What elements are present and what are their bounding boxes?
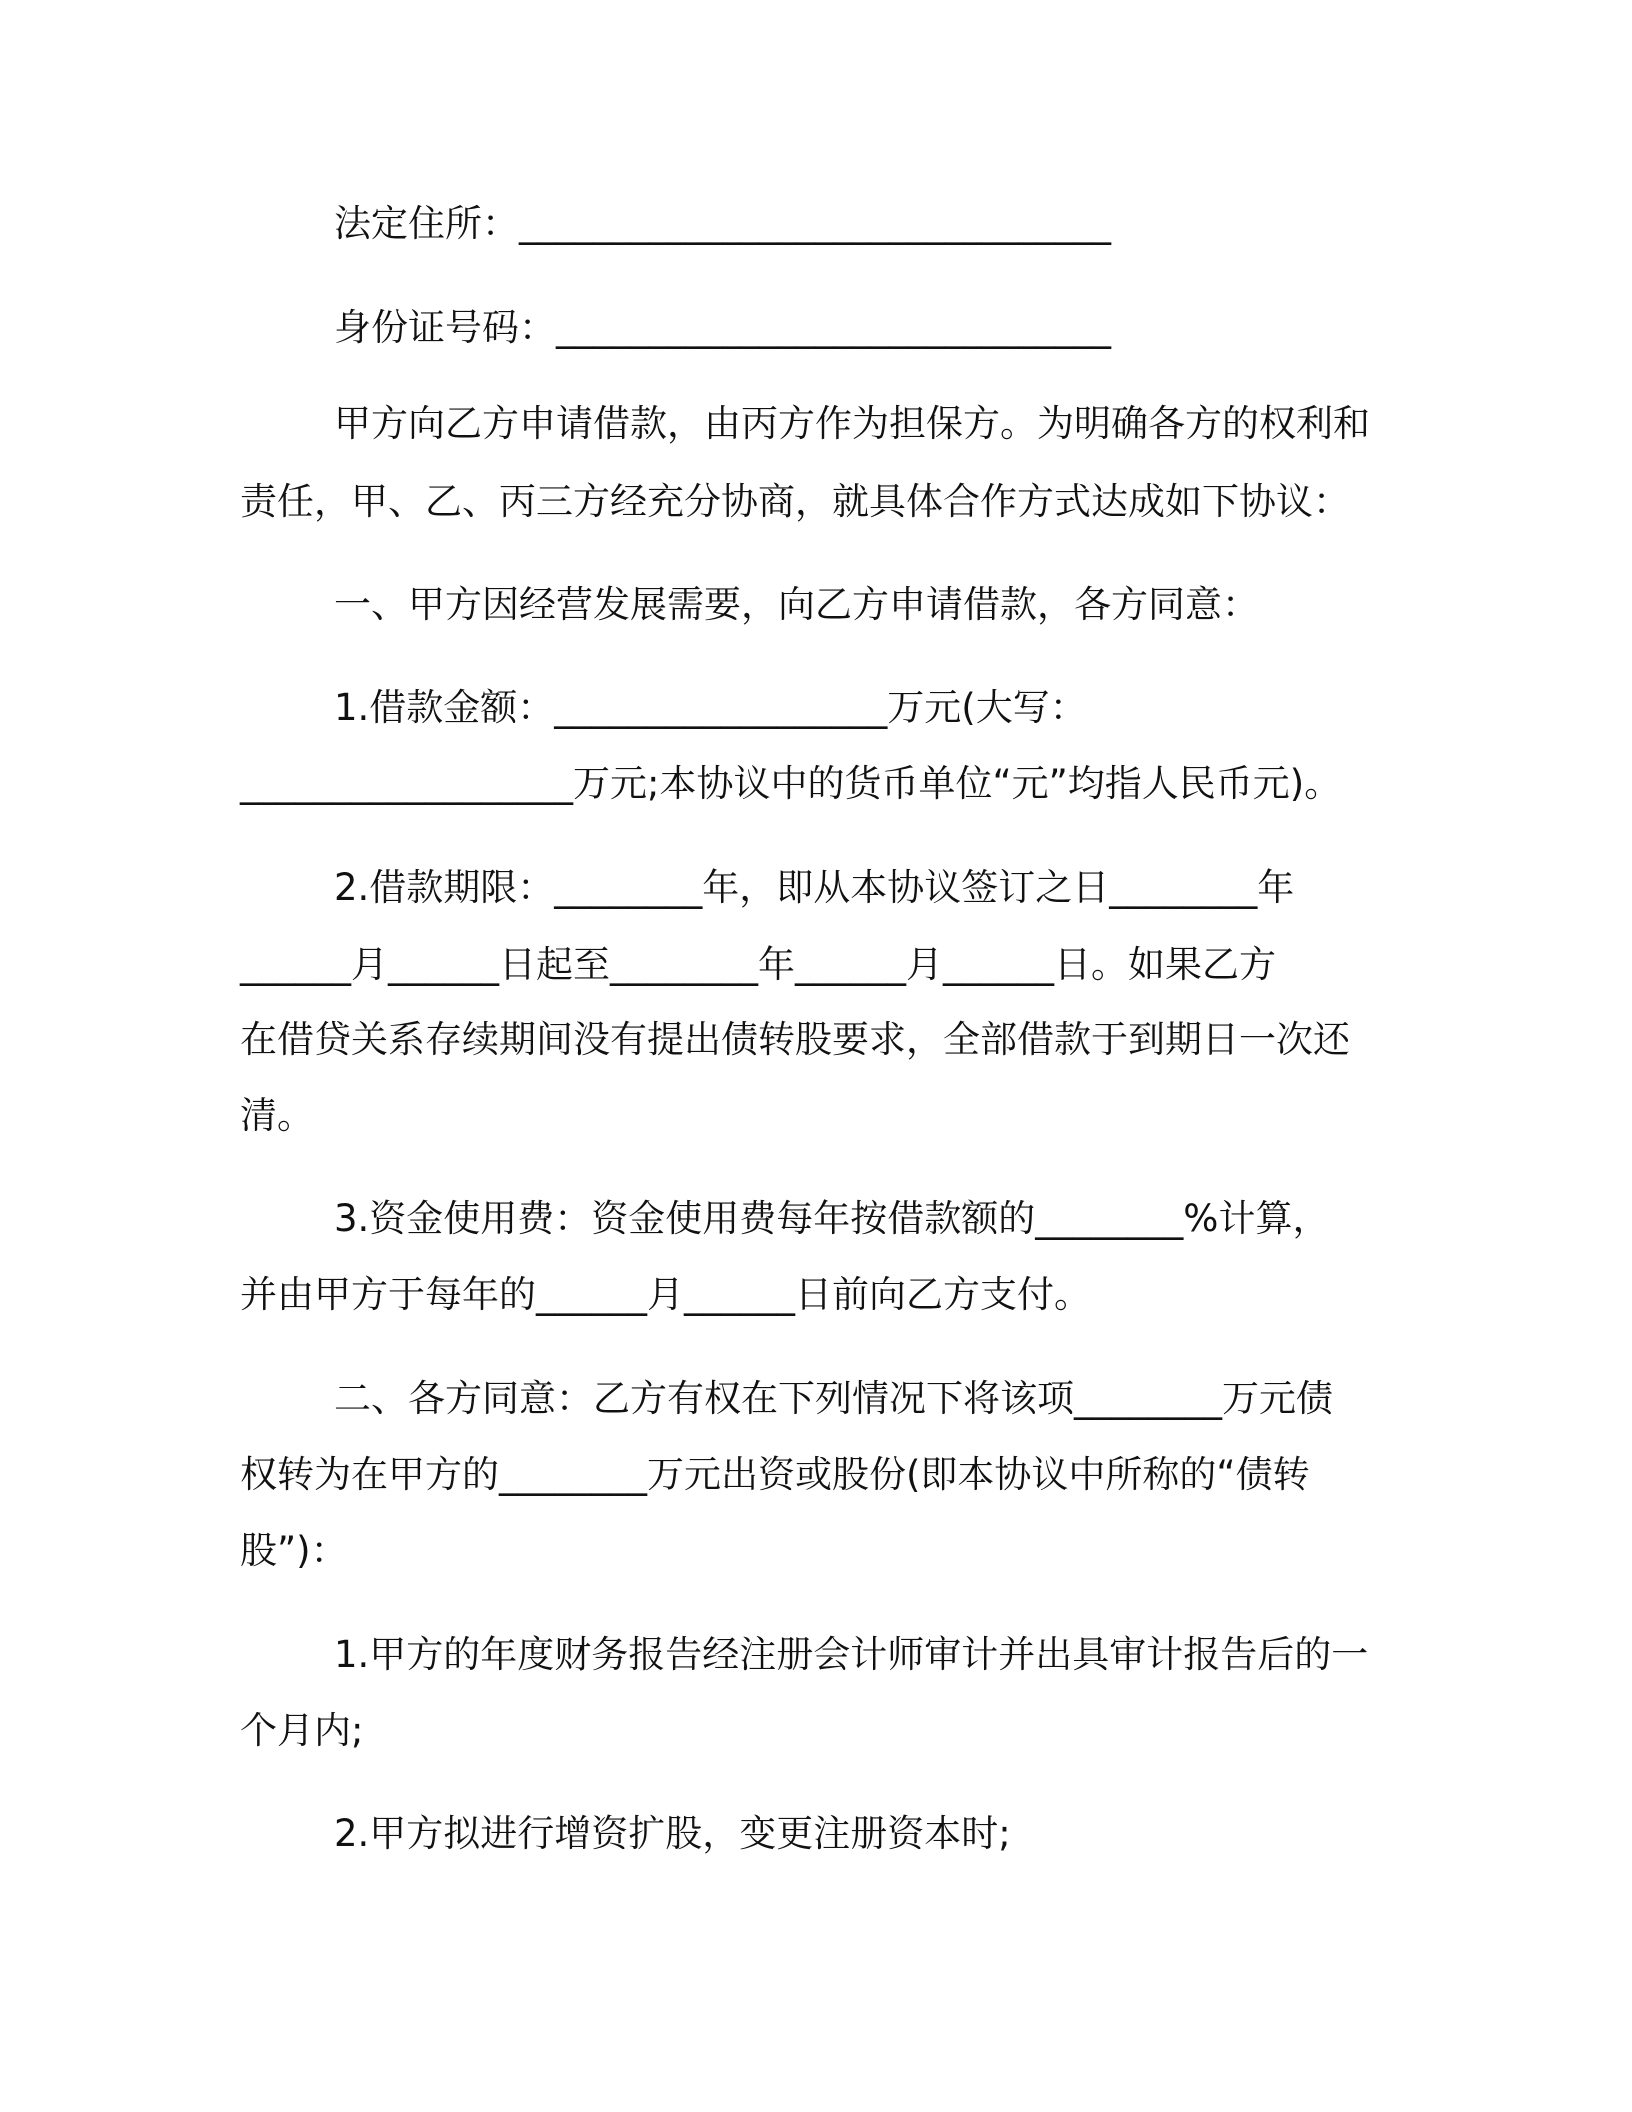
usage-fee-line-1: 3.资金使用费：资金使用费每年按借款额的________%计算， [334, 1197, 1330, 1240]
preamble-line-1: 甲方向乙方申请借款，由丙方作为担保方。为明确各方的权利和 [334, 402, 1370, 445]
section-two-line-3: 股”)： [240, 1529, 348, 1572]
id-number-line: 身份证号码：______________________________ [334, 306, 1111, 349]
legal-address-line: 法定住所：________________________________ [334, 202, 1111, 245]
usage-fee-line-2: 并由甲方于每年的______月______日前向乙方支付。 [240, 1273, 1091, 1316]
condition-two-line: 2.甲方拟进行增资扩股，变更注册资本时; [334, 1812, 1011, 1855]
preamble-line-2: 责任，甲、乙、丙三方经充分协商，就具体合作方式达成如下协议： [240, 480, 1350, 523]
loan-amount-line-2: __________________万元;本协议中的货币单位“元”均指人民币元)。 [240, 762, 1342, 805]
condition-one-line-1: 1.甲方的年度财务报告经注册会计师审计并出具审计报告后的一 [334, 1633, 1369, 1676]
loan-term-line-1: 2.借款期限：________年，即从本协议签订之日________年 [334, 866, 1295, 909]
section-two-line-2: 权转为在甲方的________万元出资或股份(即本协议中所称的“债转 [240, 1453, 1310, 1496]
loan-term-line-2: ______月______日起至________年______月______日。如果乙方 [240, 943, 1276, 986]
section-one-heading: 一、甲方因经营发展需要，向乙方申请借款，各方同意： [334, 583, 1259, 626]
loan-term-line-3: 在借贷关系存续期间没有提出债转股要求，全部借款于到期日一次还 [240, 1018, 1350, 1061]
loan-amount-line-1: 1.借款金额：__________________万元(大写： [334, 686, 1087, 729]
section-two-line-1: 二、各方同意：乙方有权在下列情况下将该项________万元债 [334, 1377, 1333, 1420]
loan-term-line-4: 清。 [240, 1094, 314, 1137]
condition-one-line-2: 个月内; [240, 1709, 364, 1752]
